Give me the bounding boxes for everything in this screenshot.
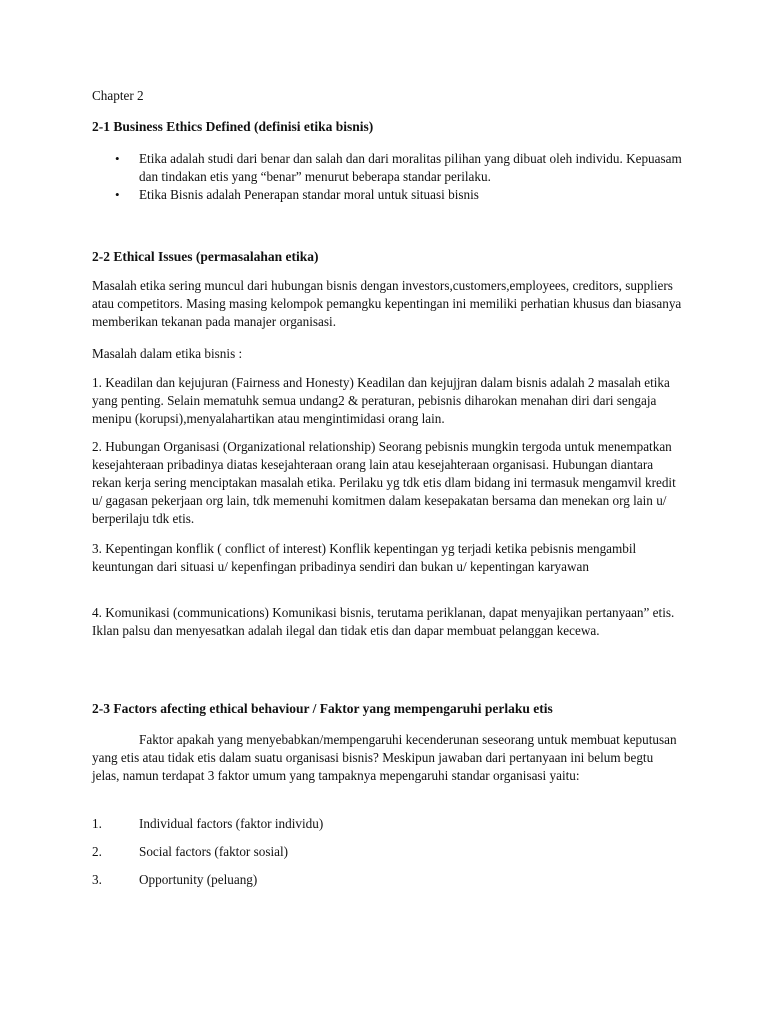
factor-item — [92, 843, 682, 861]
section-1-bullet-list — [92, 150, 682, 204]
chapter-label: Chapter 2 — [92, 88, 144, 103]
issue-item-1: 1. Keadilan dan kejujuran (Fairness and Honesty) Keadilan dan kejujjran dalam bisnis adalah 2 masalah etika yang penting. Selain mematuhk semua undang2 & peraturan, pebisnis diharokan menahan diri dari sengaja menipu (korupsi),menyalahartikan atau mengintimidasi orang lain. — [92, 375, 670, 426]
factor-number: 2. — [92, 844, 102, 859]
factor-number: 3. — [92, 872, 102, 887]
issue-item-4: 4. Komunikasi (communications) Komunikasi bisnis, terutama periklanan, dapat menyajikan pertanyaan” etis. Iklan palsu dan menyesatkan adalah ilegal dan tidak etis dan dapar membuat pelanggan kecewa. — [92, 605, 675, 638]
bullet-item: • Etika Bisnis adalah Penerapan standar moral untuk situasi bisnis — [92, 186, 682, 204]
section-2-intro: Masalah etika sering muncul dari hubungan bisnis dengan investors,customers,employees, creditors, suppliers atau competitors. Masing masing kelompok pemangku kepentingan ini memiliki perhatian khusus dan biasanya memberikan tekanan pada manajer organisasi. — [92, 278, 682, 329]
factor-item — [92, 815, 682, 833]
issue-item-2: 2. Hubungan Organisasi (Organizational relationship) Seorang pebisnis mungkin tergoda untuk menempatkan kesejahteraan pribadinya diatas kesejahteraan orang lain atau kesejahteraan organisasi. Hubungan diantara rekan kerja sering menciptakan masalah etika. Perilaku yg tdk etis dlam bidang ini termasuk mengamvil kredit u/ gagasan pekerjaan org lain, tdk memenuhi komitmen dalam kesepakatan bersama dan menekan org lain u/ berperilaju tdk etis. — [92, 439, 676, 526]
factor-text: Social factors (faktor sosial) — [139, 844, 289, 859]
factor-item — [92, 871, 682, 889]
section-1-heading: 2-1 Business Ethics Defined (definisi etika bisnis) — [92, 119, 374, 134]
factors-list — [92, 815, 682, 889]
factor-number: 1. — [92, 816, 102, 831]
section-2-heading: 2-2 Ethical Issues (permasalahan etika) — [92, 249, 319, 264]
factor-text: Individual factors (faktor individu) — [139, 816, 324, 831]
issues-list-title: Masalah dalam etika bisnis : — [92, 346, 243, 361]
issue-item-3: 3. Kepentingan konflik ( conflict of interest) Konflik kepentingan yg terjadi ketika pebisnis mengambil keuntungan dari situasi u/ kepenfingan pribadinya sendiri dan bukan u/ kepentingan karyawan — [92, 541, 637, 574]
factor-text: Opportunity (peluang) — [139, 872, 258, 887]
section-3-heading: 2-3 Factors afecting ethical behaviour / Faktor yang mempengaruhi perlaku etis — [92, 701, 553, 716]
section-3-intro: Faktor apakah yang menyebabkan/mempengaruhi kecenderunan seseorang untuk membuat keputusan yang etis atau tidak etis dalam suatu organisasi bisnis? Meskipun jawaban dari pertanyaan ini belum begtu jelas, namun terdapat 3 faktor umum yang tampaknya mepengaruhi standar organisasi yaitu: — [92, 732, 677, 783]
bullet-item: • Etika adalah studi dari benar dan salah dan dari moralitas pilihan yang dibuat oleh individu. Kepuasam dan tindakan etis yang “benar” menurut beberapa standar perilaku. — [92, 150, 682, 186]
